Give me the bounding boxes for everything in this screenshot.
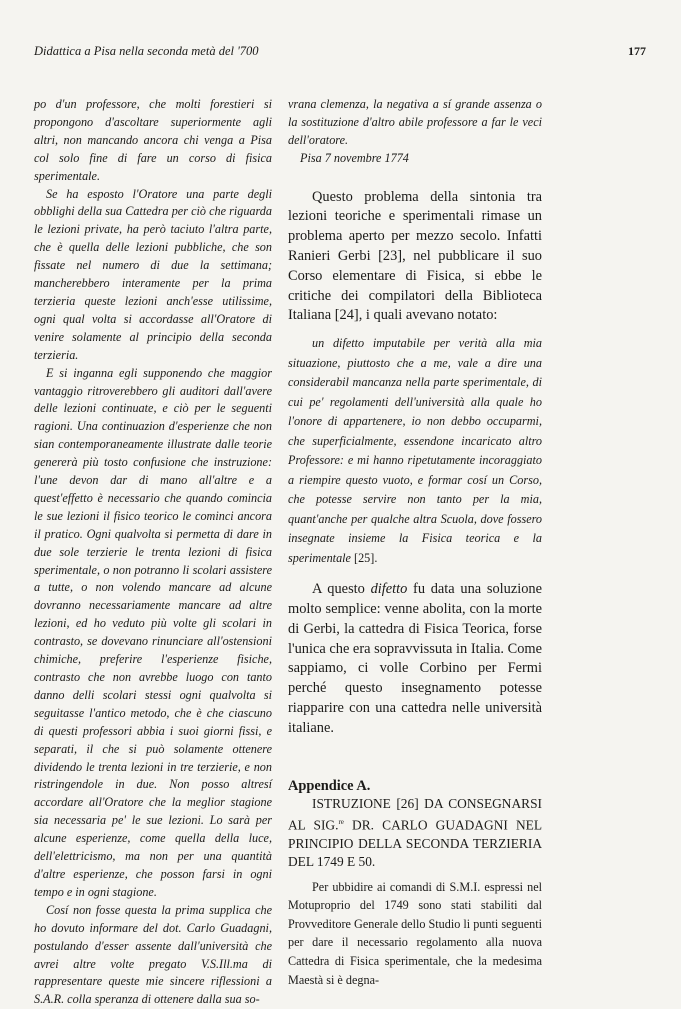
appendix-heading: Appendice A. [288, 777, 371, 794]
instruction-title-start: ISTRUZIONE [26] DA CONSEGNARSI AL SIG. [288, 795, 542, 833]
page-header [34, 44, 646, 64]
right-column [288, 96, 542, 989]
body-paragraph-1: Questo problema della sintonia tra lezioni teoriche e sperimentali rimase un problema aperto per mezzo secolo. Infatti Ranieri Gerbi [23], nel pubblicare il suo Corso elementare di Fisica, si ebbe le critiche dei compilatori della Biblioteca Italiana [24], i quali avevano notato: [288, 188, 542, 324]
letter-ending: vrana clemenza, la negativa a sí grande assenza o la sostituzione d'altro abile professore a far le veci dell'oratore. [288, 97, 542, 147]
body2-start: A questo [312, 581, 371, 598]
instruction-title-sup: re [338, 817, 344, 826]
body-paragraph-2 [288, 580, 542, 738]
letter-paragraph-2: Se ha esposto l'Oratore una parte degli obblighi della sua Cattedra per ciò che riguarda le lezioni private, ha però taciuto l'altra parte, che è quella delle lezioni pubbliche, che son fissate nel numero di due la settimana; mancherebbero interamente per la prima terzieria queste lezioni anch'esse utilissime, ogni qual volta si accordasse all'Oratore di venire solamente al principio della seconda terzieria. [34, 186, 272, 362]
quote-reference: [25]. [354, 550, 378, 565]
left-column [34, 96, 272, 1009]
body-paragraph-3: Per ubbidire ai comandi di S.M.I. espressi nel Motuproprio del 1749 sono stati stabiliti dal Provveditore Generale dello Studio li punti seguenti per dare il necessario regolamento alla nuova Cattedra di Fisica sperimentale, che la medesima Maestà si è degna- [288, 879, 542, 987]
page-number: 177 [628, 44, 646, 58]
instruction-title-end: DR. CARLO GUADAGNI NEL PRINCIPIO DELLA SECONDA TERZIERIA DEL 1749 E 50. [288, 817, 543, 870]
letter-paragraph-3: E si inganna egli supponendo che maggior vantaggio ritroverebbero gli auditori dall'avere delle lezioni continuate, e ciò per le seguenti ragioni. Una continuazion d'esperienze che non sian contemporaneamente illustrate dalle teorie genererà più tosto confusione che instruzione: l'une devon dar di mano all'altre e a quest'effetto è necessario che quando comincia le sue lezioni il fisico teorico le cominci ancora il pratico. Ogni qualvolta si permetta di dare in due sole terzierie le trenta lezioni di fisica sperimentale, o non potranno li scolari assistere a tutte, o non volendo mancare ad alcune dovranno necessariamente mancare ad altre lezioni, ed ho veduto più volte gli scolari in contrasto, se dovevano rinunciare all'ostensioni chimiche, preferire l'esperienze fisiche, contrasto che non avrebbe luogo con tanto danno delli scolari stessi ogni qualvolta si seguitasse l'antico metodo, che è che ciascuno di questi professori abbia i suoi giorni fissi, e separati, il che si può solamente ottenere dividendo le trenta lezioni in tre terzierie, e non ristringendole in due. Non posso altresí accordare all'Oratore che la meglior stagione sia necessaria pe' le sue lezioni. Lo sarà per alcune esperienze, come quella della luce, dell'elettricismo, ma non per una quantità d'altre esperienze, che posson farsi in ogni tempo e in ogni stagione. [34, 365, 272, 899]
quote-text: un difetto imputabile per verità alla mia situazione, piuttosto che a me, vale a dire una considerabil mancanza nella parte sperimentale, di cui pe' regolamenti dell'università alla quale ho l'onore di appartenere, io non debbo occuparmi, che superficialmente, essendone incaricato altro Professore: e mi hanno ripetutamente incoraggiato a riempire questo vuoto, e formar cosí un Corso, che potesse servire non tanto per la mia, quant'anche per qualche altra Scuola, dove fossero insegnate insieme la Fisica teorica e la sperimentale [288, 336, 542, 565]
letter-paragraph-1: po d'un professore, che molti forestieri si propongono d'ascoltare superiormente agli altri, non mancando ancora chi venga a Pisa col solo fine di fare un corso di fisica sperimentale. [34, 97, 272, 183]
body2-rest: fu data una soluzione molto semplice: venne abolita, con la morte di Gerbi, la cattedra di Fisica Teorica, forse l'unica che era sopravvissuta in Italia. Come sappiamo, ci volle Corbino per Fermi perché questo insegnamento potesse riapparire con una cattedra nelle università italiane. [288, 581, 542, 736]
instruction-title [288, 795, 542, 872]
running-title: Didattica a Pisa nella seconda metà del '700 [34, 44, 259, 58]
letter-paragraph-4: Cosí non fosse questa la prima supplica che ho dovuto informare del dot. Carlo Guadagni, postulando d'esser assente dall'università che avrei altre volte pregato V.S.Ill.ma di rappresentare queste mie sincere riflessioni a S.A.R. colla speranza di ottenere dalla sua so- [34, 902, 272, 1007]
letter-signature: Pisa 7 novembre 1774 [300, 150, 409, 165]
body2-emphasis: difetto [370, 581, 408, 598]
block-quote [288, 334, 542, 568]
